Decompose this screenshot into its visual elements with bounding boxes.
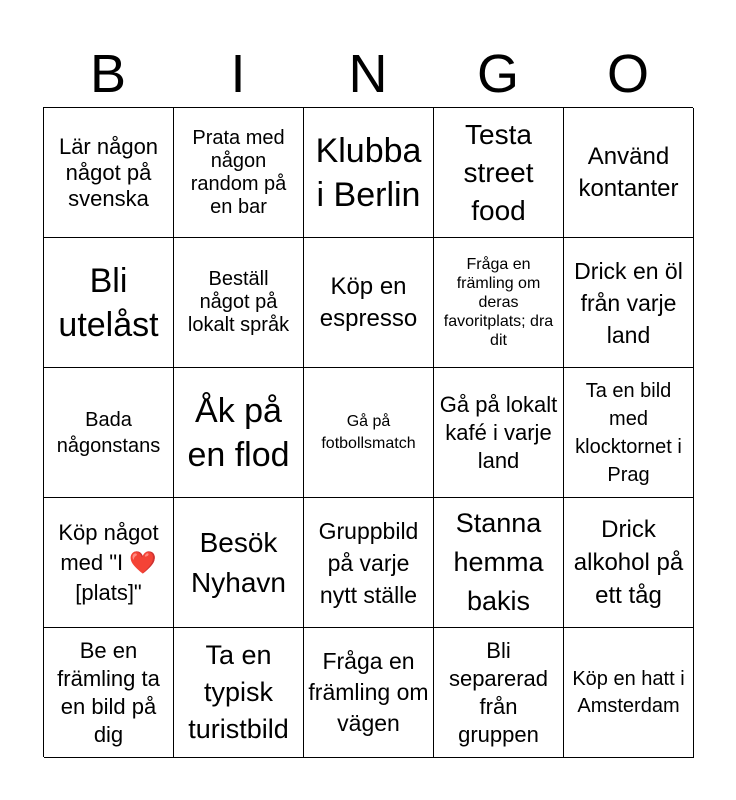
cell-text: Besök Nyhavn [191, 526, 286, 598]
cell-text: Drick en öl från varje land [574, 257, 683, 348]
bingo-cell[interactable] [564, 238, 694, 368]
cell-text: Prata med någon random på en bar [190, 126, 287, 218]
cell-text: Ta en typisk turistbild [188, 640, 289, 744]
cell-text: Klubba i Berlin [315, 131, 422, 214]
bingo-cell[interactable] [304, 498, 434, 628]
bingo-cell[interactable] [564, 108, 694, 238]
bingo-grid [43, 107, 693, 757]
bingo-cell[interactable] [304, 628, 434, 758]
bingo-cell[interactable] [174, 368, 304, 498]
bingo-cell[interactable] [304, 368, 434, 498]
bingo-cell[interactable] [174, 108, 304, 238]
bingo-cell[interactable] [174, 628, 304, 758]
cell-text: Köp en hatt i Amsterdam [572, 667, 685, 717]
bingo-cell[interactable] [44, 238, 174, 368]
bingo-cell[interactable] [44, 368, 174, 498]
cell-text: Köp något med "I ❤️ [plats]" [58, 519, 159, 605]
cell-text: Lär någon något på svenska [58, 133, 159, 211]
cell-text: Bli separerad från gruppen [448, 637, 549, 747]
cell-text: Gå på lokalt kafé i varje land [439, 391, 558, 473]
cell-text: Gruppbild på varje nytt ställe [318, 517, 419, 608]
bingo-cell[interactable] [434, 108, 564, 238]
cell-text: Fråga en främling om deras favoritplats; dra dit [443, 256, 554, 349]
header-letter-b: B [89, 44, 127, 104]
header-letter-i: I [230, 44, 246, 104]
bingo-cell[interactable] [174, 238, 304, 368]
bingo-cell[interactable] [434, 498, 564, 628]
header-letter-n: N [348, 44, 388, 104]
bingo-header [43, 40, 693, 108]
bingo-cell[interactable] [174, 498, 304, 628]
bingo-cell[interactable] [564, 498, 694, 628]
bingo-cell[interactable] [304, 238, 434, 368]
bingo-cell[interactable] [564, 368, 694, 498]
cell-text: Testa street food [463, 118, 534, 226]
header-letter-o: O [606, 44, 649, 104]
cell-text: Bada någonstans [56, 408, 161, 457]
cell-text: Bli utelåst [58, 261, 159, 344]
cell-text: Gå på fotbollsmatch [321, 412, 416, 452]
bingo-cell[interactable] [304, 108, 434, 238]
bingo-cell[interactable] [44, 108, 174, 238]
bingo-cell[interactable] [44, 498, 174, 628]
cell-text: Köp en espresso [319, 272, 418, 332]
cell-text: Åk på en flod [187, 391, 290, 474]
bingo-cell[interactable] [434, 368, 564, 498]
cell-text: Ta en bild med klocktornet i Prag [575, 379, 682, 486]
bingo-cell[interactable] [434, 238, 564, 368]
cell-text: Fråga en främling om vägen [308, 648, 429, 736]
cell-text: Be en främling ta en bild på dig [57, 637, 160, 747]
cell-text: Använd kontanter [578, 142, 679, 202]
header-letter-g: G [476, 44, 519, 104]
cell-text: Drick alkohol på ett tåg [573, 516, 684, 609]
cell-text: Beställ något på lokalt språk [187, 268, 290, 336]
bingo-cell[interactable] [434, 628, 564, 758]
cell-text: Stanna hemma bakis [453, 508, 544, 616]
bingo-cell[interactable] [44, 628, 174, 758]
bingo-cell[interactable] [564, 628, 694, 758]
